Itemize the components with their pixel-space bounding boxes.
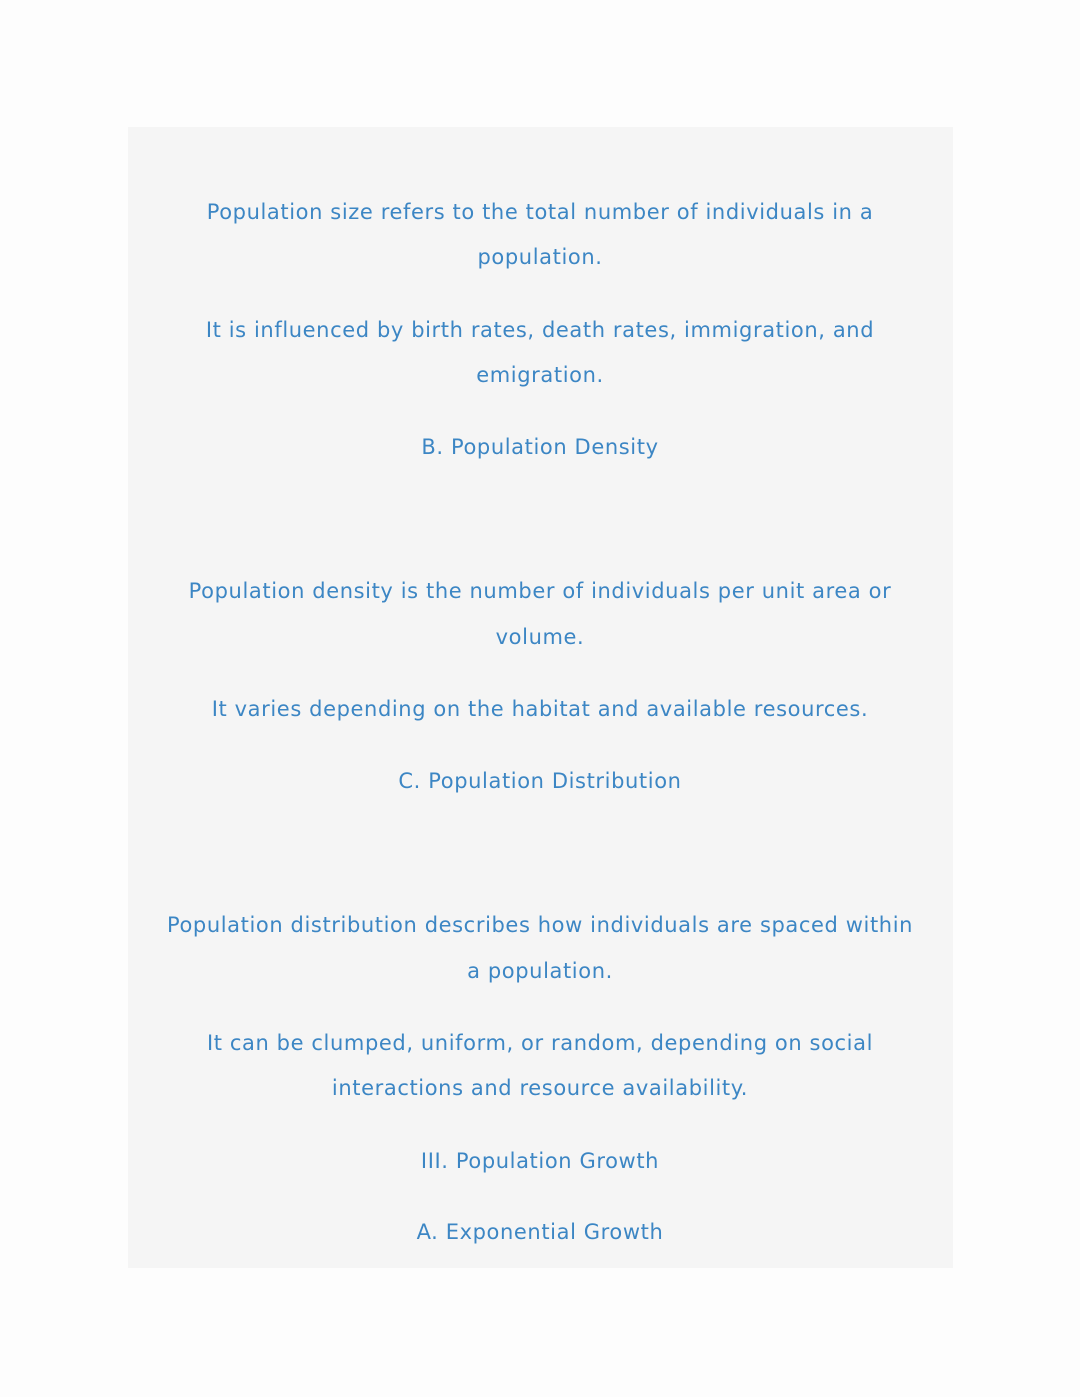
section-heading-exponential-growth: A. Exponential Growth xyxy=(416,1220,664,1244)
population-distribution-paragraph-line-1: Population distribution describes how individuals are spaced within xyxy=(166,913,914,937)
population-size-influences-line-1: It is influenced by birth rates, death rates, immigration, and xyxy=(205,318,875,342)
distribution-patterns-line-2: interactions and resource availability. xyxy=(331,1076,749,1100)
section-heading-population-growth: III. Population Growth xyxy=(420,1149,660,1173)
section-heading-population-density: B. Population Density xyxy=(421,435,659,459)
distribution-patterns-line-1: It can be clumped, uniform, or random, depending on social xyxy=(206,1031,874,1055)
population-density-variation: It varies depending on the habitat and available resources. xyxy=(211,697,869,721)
population-size-paragraph-line-1: Population size refers to the total number of individuals in a xyxy=(206,200,874,224)
population-size-influences-line-2: emigration. xyxy=(476,363,604,387)
population-density-paragraph-line-1: Population density is the number of individuals per unit area or xyxy=(188,579,892,603)
population-density-paragraph-line-2: volume. xyxy=(495,625,585,649)
population-distribution-paragraph-line-2: a population. xyxy=(467,959,613,983)
section-heading-population-distribution: C. Population Distribution xyxy=(398,769,682,793)
population-size-paragraph-line-2: population. xyxy=(477,245,603,269)
